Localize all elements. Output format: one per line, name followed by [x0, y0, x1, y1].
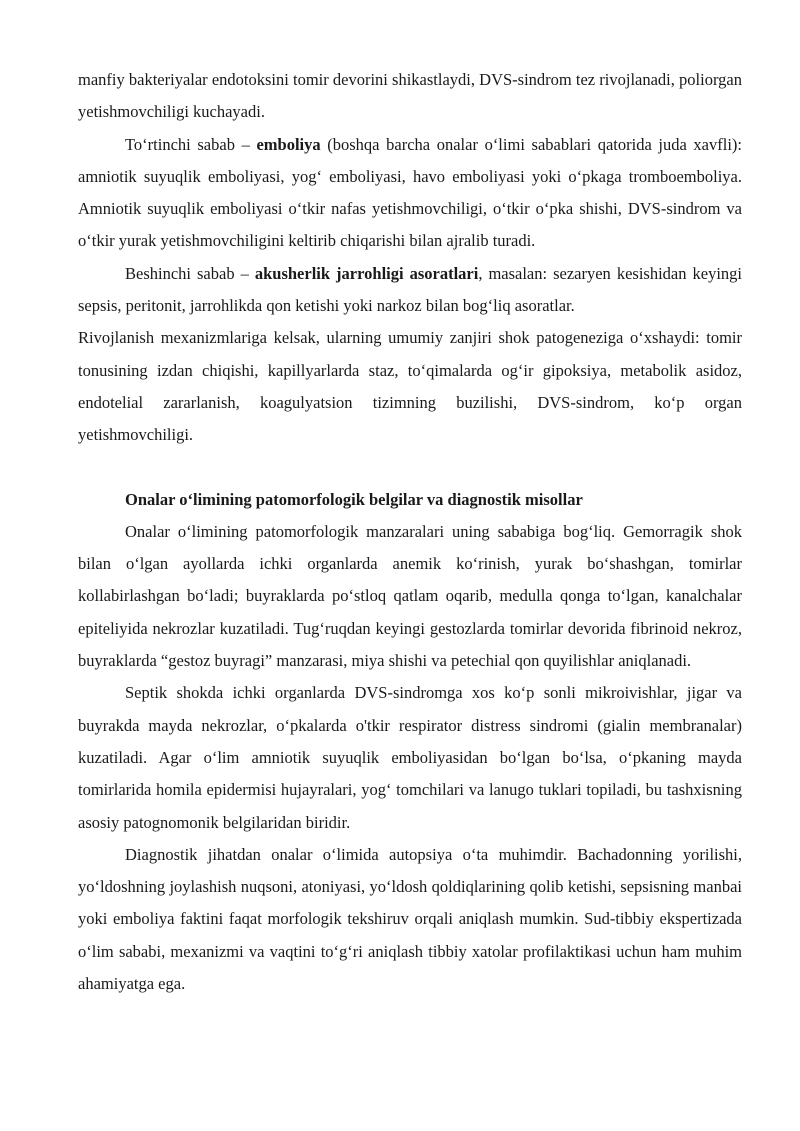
paragraph-text: To‘rtinchi sabab –	[125, 134, 257, 154]
paragraph-fourth-cause	[78, 129, 742, 258]
bold-term-emboliya: emboliya	[256, 134, 321, 154]
paragraph-hemorrhagic-shock: Onalar o‘limining patomorfologik manzaralari uning sababiga bog‘liq. Gemorragik shok bilan o‘lgan ayollarda ichki organlarda anemik ko‘rinish, yurak bo‘shashgan, tomirlar kollabirlashgan bo‘ladi; buyraklarda po‘stloq qatlam oqarib, medulla qonga to‘lgan, kanalchalar epiteliyida nekrozlar kuzatiladi. Tug‘ruqdan keyingi gestozlarda tomirlar devorida fibrinoid nekroz, buyraklarda “gestoz buyragi” manzarasi, miya shishi va petechial qon quyilishlar aniqlanadi.	[78, 521, 742, 671]
paragraph-text: Beshinchi sabab –	[125, 263, 255, 283]
paragraph-text: (boshqa barcha onalar o‘limi sabablari qatorida juda xavfli): amniotik suyuqlik emboliyasi, yog‘ emboliyasi, havo emboliyasi yoki o‘pkaga tromboemboliya. Amniotik suyuqlik emboliyasi o‘tkir nafas yetishmovchiligi, o‘tkir o‘pka shishi, DVS-sindrom va o‘tkir yurak yetishmovchiligini keltirib chiqarishi bilan ajralib turadi.	[78, 134, 742, 251]
paragraph-continuation: manfiy bakteriyalar endotoksini tomir devorini shikastlaydi, DVS-sindrom tez rivojlanadi, poliorgan yetishmovchiligi kuchayadi.	[78, 70, 742, 122]
paragraph-text: , masalan: sezaryen kesishidan keyingi sepsis, peritonit, jarrohlikda qon ketishi yoki narkoz bilan bog‘liq asoratlar.	[78, 263, 742, 316]
paragraph-diagnostics: Diagnostik jihatdan onalar o‘limida autopsiya o‘ta muhimdir. Bachadonning yorilishi, yo‘ldoshning joylashish nuqsoni, atoniyasi, yo‘ldosh qoldiqlarining qolib ketishi, sepsisning manbai yoki emboliya faktini faqat morfologik tekshiruv orqali aniqlash mumkin. Sud-tibbiy ekspertizada o‘lim sababi, mexanizmi va vaqtini to‘g‘ri aniqlash tibbiy xatolar profilaktikasi uchun ham muhim ahamiyatga ega.	[78, 844, 742, 994]
document-page	[78, 64, 742, 1000]
paragraph-mechanisms: Rivojlanish mexanizmlariga kelsak, ularning umumiy zanjiri shok patogeneziga o‘xshaydi: tomir tonusining izdan chiqishi, kapillyarlarda staz, to‘qimalarda og‘ir gipoksiya, metabolik asidoz, endotelial zararlanish, koagulyatsion tizimning buzilishi, DVS-sindrom, ko‘p organ yetishmovchiligi.	[78, 328, 742, 445]
section-heading: Onalar o‘limining patomorfologik belgilar va diagnostik misollar	[125, 489, 583, 509]
paragraph-septic-shock: Septik shokda ichki organlarda DVS-sindromga xos ko‘p sonli mikroivishlar, jigar va buyrakda mayda nekrozlar, o‘pkalarda o'tkir respirator distress sindromi (gialin membranalar) kuzatiladi. Agar o‘lim amniotik suyuqlik emboliyasidan bo‘lgan bo‘lsa, o‘pkaning mayda tomirlarida homila epidermisi hujayralari, yog‘ tomchilari va lanugo tuklari topiladi, bu tashxisning asosiy patognomonik belgilaridan biridir.	[78, 683, 742, 832]
paragraph-fifth-cause	[78, 258, 742, 323]
bold-term-surgical-complications: akusherlik jarrohligi asoratlari	[254, 263, 479, 283]
